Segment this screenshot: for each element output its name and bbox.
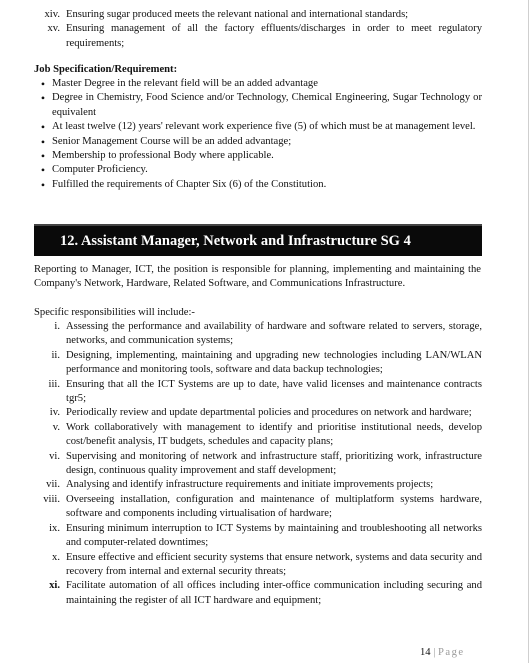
list-item-text: Ensuring minimum interruption to ICT Systems by maintaining and troubleshooting all networks and computer-related downtimes; xyxy=(66,522,482,549)
footer-separator: | xyxy=(433,647,436,658)
list-item xyxy=(34,551,482,580)
list-item-number: iii. xyxy=(48,378,60,390)
list-item-text: Periodically review and update departmental policies and procedures on network and hardware; xyxy=(66,407,472,419)
list-item xyxy=(34,320,482,349)
list-item-text: Membership to professional Body where applicable. xyxy=(52,150,274,162)
list-item xyxy=(34,349,482,378)
list-item xyxy=(34,493,482,522)
list-item xyxy=(34,478,482,492)
list-item-text: Ensuring sugar produced meets the relevant national and international standards; xyxy=(66,9,409,20)
list-item-text: Overseeing installation, configuration and maintenance of multiplatform systems hardware, software and components including virtualisation of hardware; xyxy=(66,493,482,520)
bullet-icon: • xyxy=(40,77,46,91)
bullet-icon: • xyxy=(40,149,46,164)
bullet-icon: • xyxy=(40,91,46,106)
list-item xyxy=(34,421,482,450)
list-item xyxy=(34,378,482,407)
list-item-text: Supervising and monitoring of network and infrastructure staff, prioritizing work, infrastructure design, continuous quality improvement and staff development; xyxy=(66,450,482,477)
list-item-number: i. xyxy=(54,321,60,332)
list-item-text: At least twelve (12) years' relevant work experience five (5) of which must be at management level. xyxy=(52,121,476,133)
list-item-text: Senior Management Course will be an added advantage; xyxy=(52,135,292,147)
list-item xyxy=(34,120,482,134)
page-label: Page xyxy=(438,647,465,658)
list-item-number: ii. xyxy=(51,349,60,361)
list-item-text: Ensure effective and efficient security systems that ensure network, systems and data security and recovery from internal and external security threats; xyxy=(66,551,482,577)
section-intro: Reporting to Manager, ICT, the position is responsible for planning, implementing and maintaining the Company's Network, Hardware, Related Software, and Communications Infrastructure. xyxy=(34,264,481,290)
list-item-text: Master Degree in the relevant field will be an added advantage xyxy=(52,78,318,89)
bullet-icon: • xyxy=(40,163,46,178)
list-item-number: xiv. xyxy=(44,9,60,20)
list-item-text: Assessing the performance and availability of hardware and software related to servers, storage, networks, and communication systems; xyxy=(66,321,482,347)
list-item xyxy=(34,522,482,551)
list-item-number: vi. xyxy=(49,450,60,462)
list-item xyxy=(34,450,482,479)
list-item-number: viii. xyxy=(43,493,60,505)
list-item-number: iv. xyxy=(49,407,60,419)
list-item xyxy=(34,178,482,192)
list-item-number: v. xyxy=(52,421,60,433)
list-item xyxy=(34,8,482,22)
list-item-text: Computer Proficiency. xyxy=(52,164,148,176)
job-spec-heading: Job Specification/Requirement: xyxy=(34,64,178,75)
list-item-text: Analysing and identify infrastructure requirements and initiate improvements projects; xyxy=(66,479,434,491)
list-item-number: vii. xyxy=(46,479,60,491)
list-item xyxy=(34,135,482,149)
list-item-text: Work collaboratively with management to identify and prioritise institutional needs, develop cost/benefit analysis, IT budgets, schedules and capacity plans; xyxy=(66,421,482,448)
list-item xyxy=(34,77,482,91)
bullet-icon: • xyxy=(40,177,46,192)
section-title-bar xyxy=(34,224,482,256)
section-title: 12. Assistant Manager, Network and Infrastructure SG 4 xyxy=(60,233,411,249)
page-number: 14 xyxy=(420,647,431,658)
list-item-text: Degree in Chemistry, Food Science and/or Technology, Chemical Engineering, Sugar Technology or equivalent xyxy=(52,92,482,118)
list-item-text: Ensuring that all the ICT Systems are up to date, have valid licenses and maintenance contracts tgr5; xyxy=(66,378,482,405)
list-item xyxy=(34,579,482,608)
list-item-text: Fulfilled the requirements of Chapter Six (6) of the Constitution. xyxy=(52,178,327,190)
responsibilities-label: Specific responsibilities will include:- xyxy=(34,307,195,318)
responsibilities-list xyxy=(34,320,482,608)
list-item-number: ix. xyxy=(49,522,60,534)
bullet-icon: • xyxy=(40,120,46,135)
continued-responsibilities-list xyxy=(34,8,482,51)
list-item xyxy=(34,149,482,163)
list-item-text: Facilitate automation of all offices including inter-office communication including securing and maintaining the register of all ICT hardware and equipment; xyxy=(66,580,482,606)
list-item xyxy=(34,91,482,120)
list-item-text: Designing, implementing, maintaining and upgrading new technologies including LAN/WLAN performance and monitoring tools, software and data backup technologies; xyxy=(66,349,482,376)
list-item-number: x. xyxy=(52,551,60,563)
list-item-number: xi. xyxy=(49,580,60,592)
list-item xyxy=(34,163,482,177)
list-item xyxy=(34,406,482,420)
list-item-text: Ensuring management of all the factory effluents/discharges in order to meet regulatory requirements; xyxy=(66,23,482,49)
job-spec-list xyxy=(34,77,482,192)
list-item xyxy=(34,22,482,51)
page-footer xyxy=(420,646,465,660)
bullet-icon: • xyxy=(40,134,46,149)
list-item-number: xv. xyxy=(47,23,60,35)
